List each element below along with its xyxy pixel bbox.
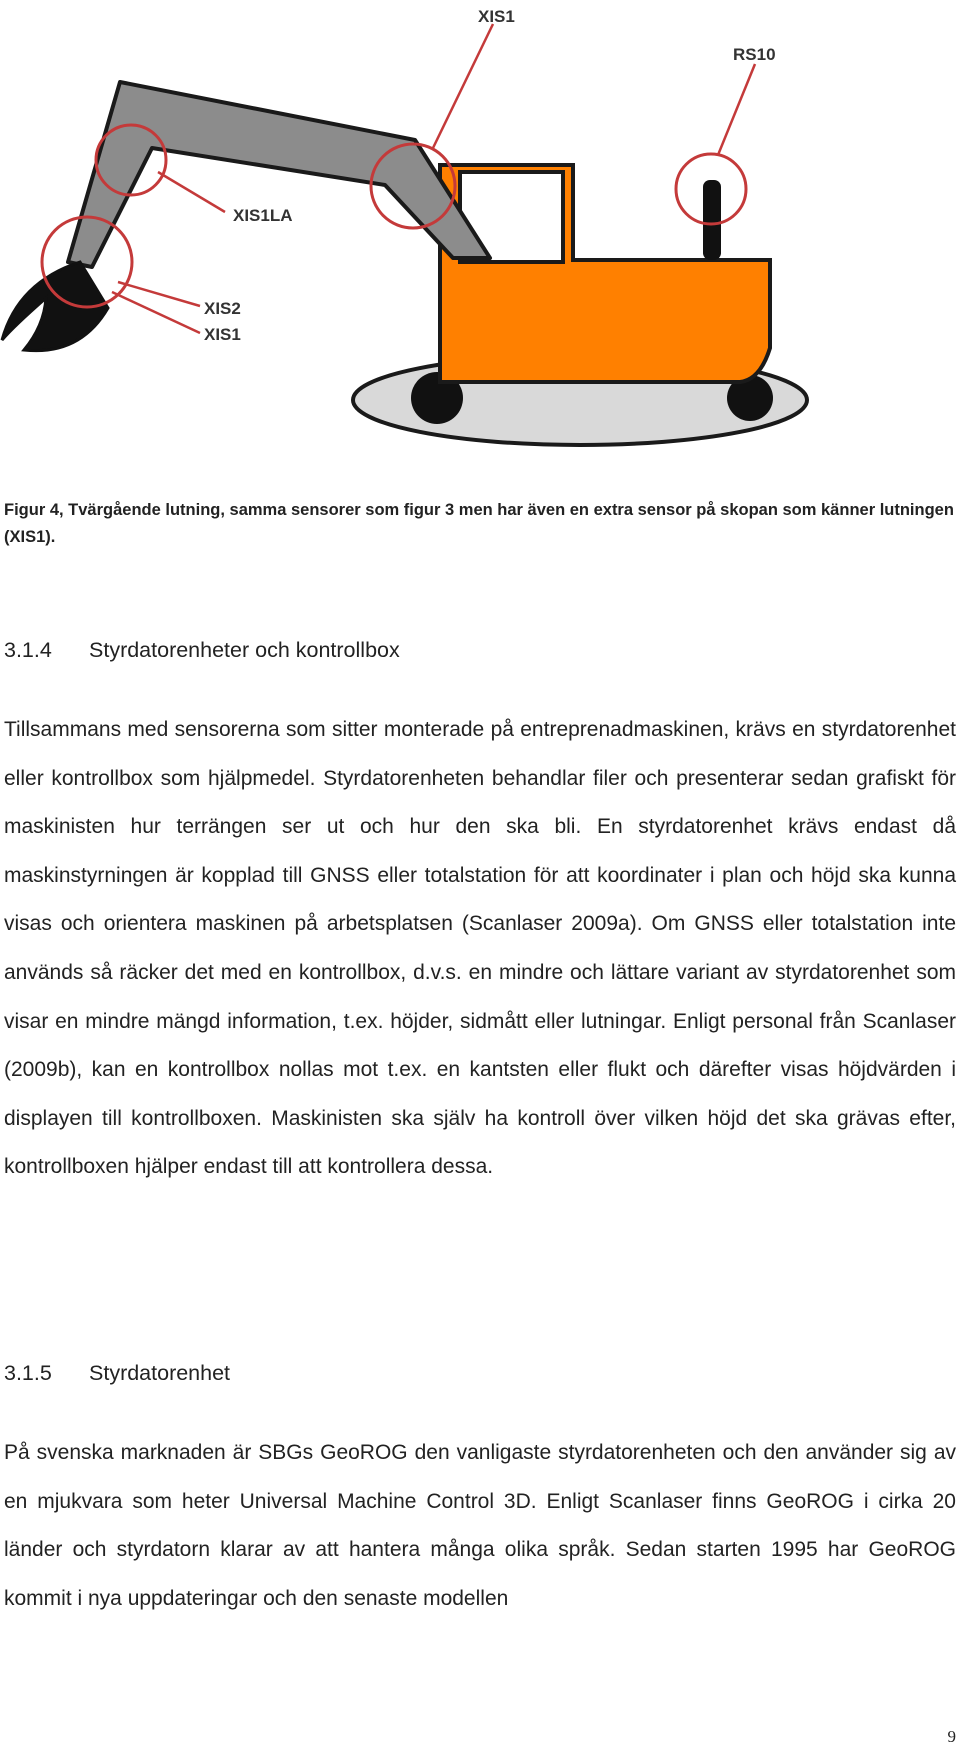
boom-arm [68,82,490,267]
excavator-diagram [0,0,960,460]
section-number: 3.1.5 [4,1361,52,1385]
page-number: 9 [947,1727,956,1746]
exhaust-pipe [703,180,721,260]
paragraph-3-1-5: På svenska marknaden är SBGs GeoROG den vanligaste styrdatorenheten och den använder sig av en mjukvara som heter Universal Machine Control 3D. Enligt Scanlaser finns GeoROG i cirka 20 länder och styrdatorn klarar av att hantera många olika språk. Sedan starten 1995 har GeoROG kommit i nya uppdateringar och den senaste modellen [4,1441,956,1610]
section-heading-3-1-4 [4,638,400,663]
excavator-figure [0,0,960,460]
label-rs10: RS10 [733,45,776,64]
label-xis1-top: XIS1 [478,7,515,26]
section-number: 3.1.4 [4,638,52,662]
figure-caption: Figur 4, Tvärgående lutning, samma sensorer som figur 3 men har även en extra sensor på skopan som känner lutningen (XIS1). [4,501,954,546]
label-xis2: XIS2 [204,299,241,318]
section-title: Styrdatorenheter och kontrollbox [89,638,400,662]
label-xis1la: XIS1LA [233,206,293,225]
section-heading-3-1-5 [4,1361,230,1386]
section-title: Styrdatorenhet [89,1361,231,1385]
paragraph-3-1-4: Tillsammans med sensorerna som sitter monterade på entreprenadmaskinen, krävs en styrdatorenhet eller kontrollbox som hjälpmedel. Styrdatorenheten behandlar filer och presenterar sedan grafiskt för maskinisten hur terrängen ser ut och hur den ska bli. En styrdatorenhet krävs endast då maskinstyrningen är kopplad till GNSS eller totalstation för att koordinater i plan och höjd ska kunna visas och orientera maskinen på arbetsplatsen (Scanlaser 2009a). Om GNSS eller totalstation inte används så räcker det med en kontrollbox, d.v.s. en mindre och lättare variant av styrdatorenhet som visar en mindre mängd information, t.ex. höjder, sidmått eller lutningar. Enligt personal från Scanlaser (2009b), kan en kontrollbox nollas mot t.ex. en kantsten eller flukt och därefter visas höjdvärden i displayen till kontrollboxen. Maskinisten ska själv ha kontroll över vilken höjd det ska grävas efter, kontrollboxen hjälper endast till att kontrollera dessa. [4,718,956,1179]
label-xis1-bottom: XIS1 [204,325,241,344]
